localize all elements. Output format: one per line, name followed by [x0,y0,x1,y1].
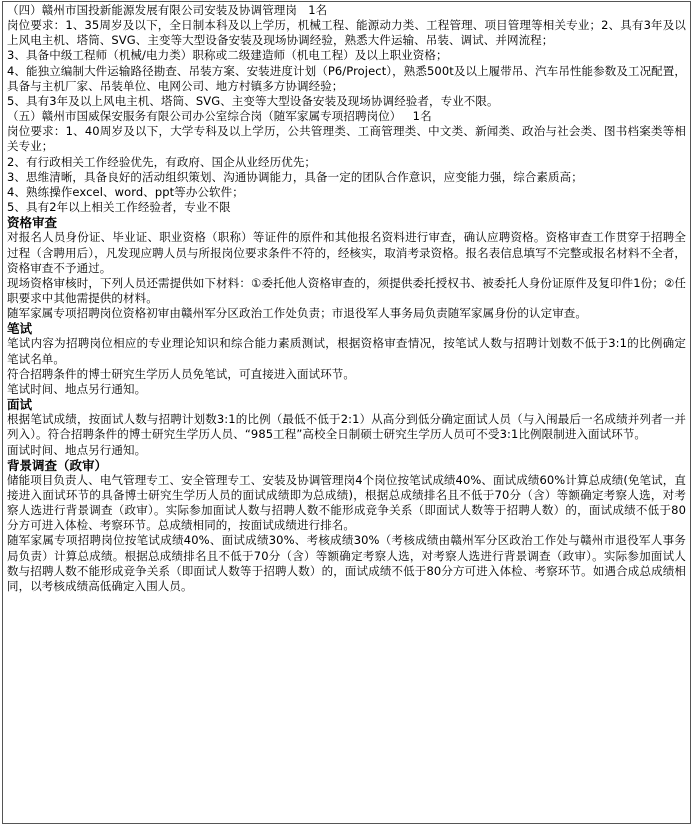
text-paragraph: 5、具有3年及以上风电主机、塔筒、SVG、主变等大型设备安装及现场协调经验者，专业不限。 [7,93,499,108]
text-paragraph: 笔试时间、地点另行通知。 [7,381,147,396]
text-paragraph: （五）赣州市国威保安服务有限公司办公室综合岗（随军家属专项招聘岗位） 1名 [7,109,432,124]
text-paragraph: 笔试内容为招聘岗位相应的专业理论知识和综合能力素质测试，根据资格审查情况，按笔试人数与招聘计划数不低于3:1的比例确定笔试名单。 [7,336,686,366]
text-paragraph: 随军家属专项招聘岗位按笔试成绩40%、面试成绩30%、考核成绩30%（考核成绩由赣州军分区政治工作处与赣州市退役军人事务局负责）计算总成绩。根据总成绩排名且不低于70分（含）等额确定考察人选，对考察人选进行背景调查（政审）。实际参加面试人数与招聘人数不能形成竞争关系（即面试人数等于招聘人数）的，面试成绩不低于80分方可进入体检、考察环节。如遇合成总成绩相同，以考核成绩高低确定入围人员。 [7,533,686,593]
text-paragraph: （四）赣州市国投新能源发展有限公司安装及协调管理岗 1名 [7,3,328,17]
text-paragraph: 对报名人员身份证、毕业证、职业资格（职称）等证件的原件和其他报名资料进行审查，确认应聘资格。资格审查工作贯穿于招聘全过程（含聘用后），凡发现应聘人员与所报岗位要求条件不符的，经核实，取消考录资格。报名表信息填写不完整或报名材料不全者，资格审查不予通过。 [7,230,686,275]
section-heading: 面试 [7,397,33,413]
document-body [7,3,686,594]
document-frame [2,1,691,824]
section-heading: 笔试 [7,321,33,337]
text-paragraph: 随军家属专项招聘岗位资格初审由赣州军分区政治工作处负责；市退役军人事务局负责随军家属身份的认定审查。 [7,306,587,321]
text-paragraph: 4、能独立编制大件运输路径勘查、吊装方案、安装进度计划（P6/Project），熟悉500t及以上履带吊、汽车吊性能参数及工况配置，具备与主机厂家、吊装单位、电网公司、地方村镇多方协调经验； [7,63,686,93]
text-paragraph: 现场资格审核时，下列人员还需提供如下材料：①委托他人资格审查的，须提供委托授权书、被委托人身份证原件及复印件1份；②任职要求中其他需提供的材料。 [7,275,686,305]
text-paragraph: 5、具有2年以上相关工作经验者，专业不限 [7,200,231,215]
section-heading: 背景调查（政审） [7,457,108,473]
text-paragraph: 岗位要求：1、35周岁及以下，全日制本科及以上学历，机械工程、能源动力类、工程管理、项目管理等相关专业；2、具有3年及以上风电主机、塔筒、SVG、主变等大型设备安装及现场协调经验，熟悉大件运输、吊装、调试、并网流程； [7,18,686,48]
text-paragraph: 面试时间、地点另行通知。 [7,442,147,457]
text-paragraph: 4、熟练操作excel、word、ppt等办公软件； [7,184,244,199]
text-paragraph: 储能项目负责人、电气管理专工、安全管理专工、安装及协调管理岗4个岗位按笔试成绩40%、面试成绩60%计算总成绩(免笔试，直接进入面试环节的具备博士研究生学历人员的面试成绩即为总成绩)，根据总成绩排名且不低于70分（含）等额确定考察人选，对考察人选进行背景调查（政审）。实际参加面试人数与招聘人数不能形成竞争关系（即面试人数等于招聘人数）的，面试成绩不低于80分方可进入体检、考察环节。总成绩相同的，按面试成绩进行排名。 [7,472,686,533]
text-paragraph: 3、具备中级工程师（机械/电力类）职称或二级建造师（机电工程）及以上职业资格； [7,48,448,63]
section-heading: 资格审查 [7,215,58,231]
text-paragraph: 符合招聘条件的博士研究生学历人员免笔试，可直接进入面试环节。 [7,366,355,381]
text-paragraph: 岗位要求：1、40周岁及以下，大学专科及以上学历，公共管理类、工商管理类、中文类、新闻类、政治与社会类、图书档案类等相关专业； [7,124,686,154]
text-paragraph: 3、思维清晰，具备良好的活动组织策划、沟通协调能力，具备一定的团队合作意识，应变能力强，综合素质高； [7,169,583,184]
text-paragraph: 2、有行政相关工作经验优先，有政府、国企从业经历优先； [7,154,317,169]
text-paragraph: 根据笔试成绩，按面试人数与招聘计划数3:1的比例（最低不低于2:1）从高分到低分确定面试人员（与入闱最后一名成绩并列者一并列入）。符合招聘条件的博士研究生学历人员、“985工程”高校全日制硕士研究生学历人员可不受3:1比例限制进入面试环节。 [7,412,686,442]
